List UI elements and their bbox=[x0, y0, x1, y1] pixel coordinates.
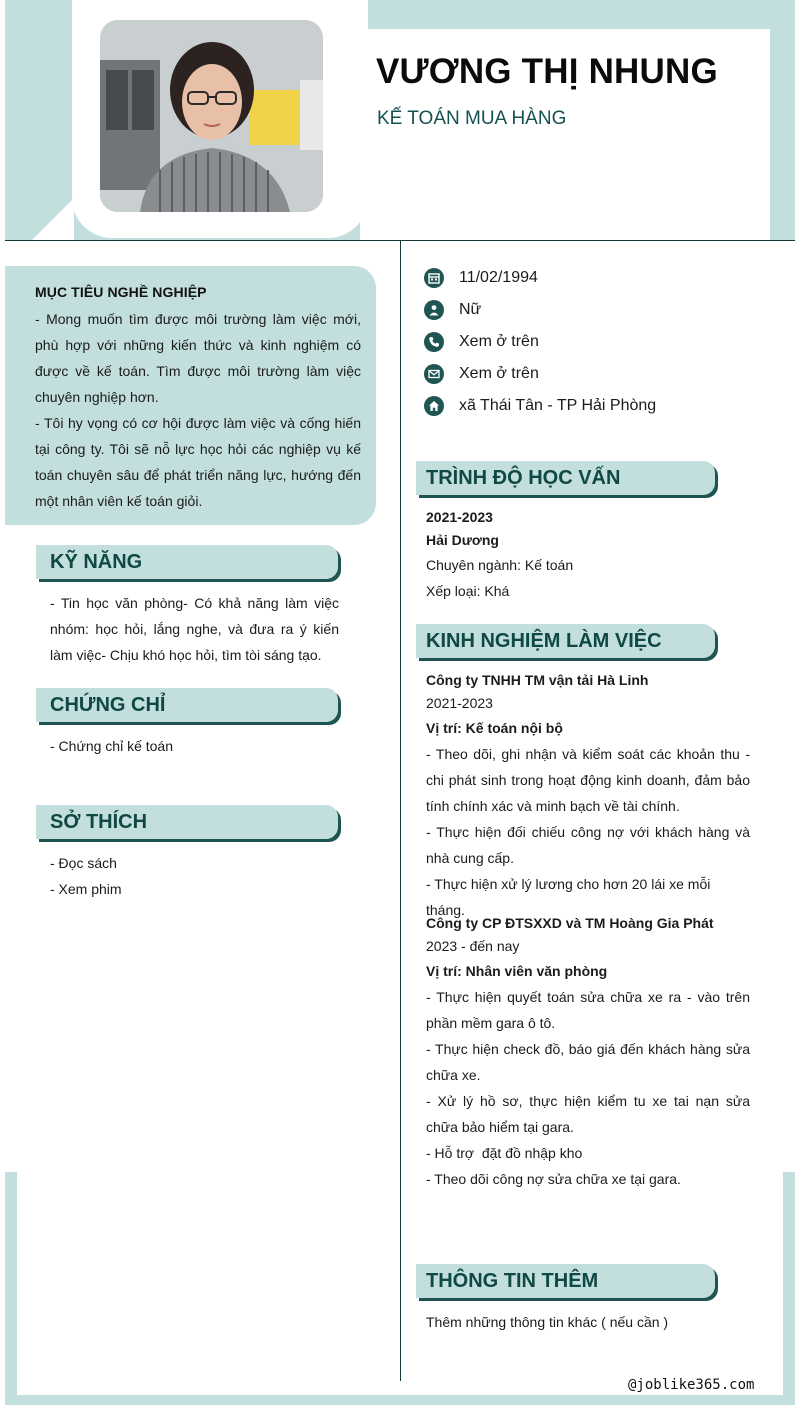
job-duty: - Thực hiện xử lý lương cho hơn 20 lái xe mỗi tháng. bbox=[426, 876, 711, 918]
contact-gender-value: Nữ bbox=[459, 301, 482, 318]
footer-frame-right bbox=[783, 1172, 795, 1405]
job-company: Công ty CP ĐTSXXD và TM Hoàng Gia Phát bbox=[426, 915, 714, 931]
person-icon bbox=[424, 300, 444, 320]
photo-frame-tail bbox=[32, 198, 74, 240]
job-duty: - Thực hiện đối chiếu công nợ với khách hàng và nhà cung cấp. bbox=[426, 824, 750, 866]
contact-address-value: xã Thái Tân - TP Hải Phòng bbox=[459, 397, 657, 414]
education-major: Chuyên ngành: Kế toán bbox=[426, 557, 574, 573]
job-duty: - Hỗ trợ đặt đồ nhập kho bbox=[426, 1145, 583, 1161]
career-objective-paragraph: - Tôi hy vọng có cơ hội được làm việc và cống hiến tại công ty. Tôi sẽ nỗ lực học hỏi các nghiệp vụ kế toán chuyên sâu để phát triển năng lực, hướng đến một nhân viên kế toán giỏi. bbox=[35, 415, 361, 509]
footer-frame-bottom bbox=[5, 1395, 795, 1405]
home-icon bbox=[424, 396, 444, 416]
candidate-name: VƯƠNG THỊ NHUNG bbox=[376, 52, 718, 91]
contact-email-value: Xem ở trên bbox=[459, 365, 539, 382]
contact-birthdate-value: 11/02/1994 bbox=[459, 269, 538, 286]
job-period: 2023 - đến nay bbox=[426, 938, 520, 954]
experience-heading: KINH NGHIỆM LÀM VIỆC bbox=[416, 624, 715, 658]
job-duty: - Theo dõi công nợ sửa chữa xe tại gara. bbox=[426, 1171, 681, 1187]
job-duty: - Xử lý hồ sơ, thực hiện kiểm tu xe tai nạn sửa chữa bảo hiểm tại gara. bbox=[426, 1093, 750, 1135]
education-grade: Xếp loại: Khá bbox=[426, 583, 510, 599]
contact-phone-value: Xem ở trên bbox=[459, 333, 539, 350]
job-company: Công ty TNHH TM vận tải Hà Linh bbox=[426, 672, 649, 688]
education-period: 2021-2023 bbox=[426, 509, 493, 525]
job-duty: - Theo dõi, ghi nhận và kiểm soát các khoản thu - chi phát sinh trong hoạt động kinh doanh, đảm bảo tính chính xác và minh bạch về tài chính. bbox=[426, 746, 750, 814]
certificates-heading: CHỨNG CHỈ bbox=[36, 688, 338, 722]
skills-text: - Tin học văn phòng- Có khả năng làm việc nhóm: học hỏi, lắng nghe, và đưa ra ý kiến làm việc- Chịu khó học hỏi, tìm tòi sáng tạo. bbox=[50, 595, 339, 663]
job-duty: - Thực hiện quyết toán sửa chữa xe ra - vào trên phần mềm gara ô tô. bbox=[426, 989, 750, 1031]
job-position: Vị trí: Nhân viên văn phòng bbox=[426, 963, 608, 979]
hobbies-heading: SỞ THÍCH bbox=[36, 805, 338, 839]
education-heading: TRÌNH ĐỘ HỌC VẤN bbox=[416, 461, 715, 495]
contact-phone bbox=[424, 331, 539, 353]
hobby-item: - Xem phim bbox=[50, 881, 122, 897]
career-objective-heading: MỤC TIÊU NGHỀ NGHIỆP bbox=[35, 284, 207, 300]
job-position: Vị trí: Kế toán nội bộ bbox=[426, 720, 563, 736]
career-objective-paragraph: - Mong muốn tìm được môi trường làm việc mới, phù hợp với những kiến thức và kinh nghiệm có được về kế toán. Tìm được môi trường làm việc chuyên nghiệp hơn. bbox=[35, 311, 361, 405]
certificate-item: - Chứng chỉ kế toán bbox=[50, 738, 173, 754]
calendar-icon bbox=[424, 268, 444, 288]
skills-heading: KỸ NĂNG bbox=[36, 545, 338, 579]
footer-frame-left bbox=[5, 1172, 17, 1405]
education-school: Hải Dương bbox=[426, 532, 499, 548]
additional-info-heading: THÔNG TIN THÊM bbox=[416, 1264, 715, 1298]
mail-icon bbox=[424, 364, 444, 384]
additional-info-text: Thêm những thông tin khác ( nếu cần ) bbox=[426, 1314, 669, 1330]
candidate-job-title: KẾ TOÁN MUA HÀNG bbox=[377, 108, 567, 129]
watermark: @joblike365.com bbox=[628, 1377, 755, 1393]
hobby-item: - Đọc sách bbox=[50, 855, 117, 871]
column-divider bbox=[400, 241, 401, 1381]
contact-birthdate bbox=[424, 267, 538, 289]
contact-address bbox=[424, 395, 656, 417]
job-duty: - Thực hiện check đồ, báo giá đến khách hàng sửa chữa xe. bbox=[426, 1041, 750, 1083]
job-period: 2021-2023 bbox=[426, 695, 493, 711]
contact-gender bbox=[424, 299, 481, 321]
phone-icon bbox=[424, 332, 444, 352]
avatar bbox=[100, 20, 323, 212]
contact-email bbox=[424, 363, 539, 385]
career-objective-box bbox=[5, 266, 376, 525]
